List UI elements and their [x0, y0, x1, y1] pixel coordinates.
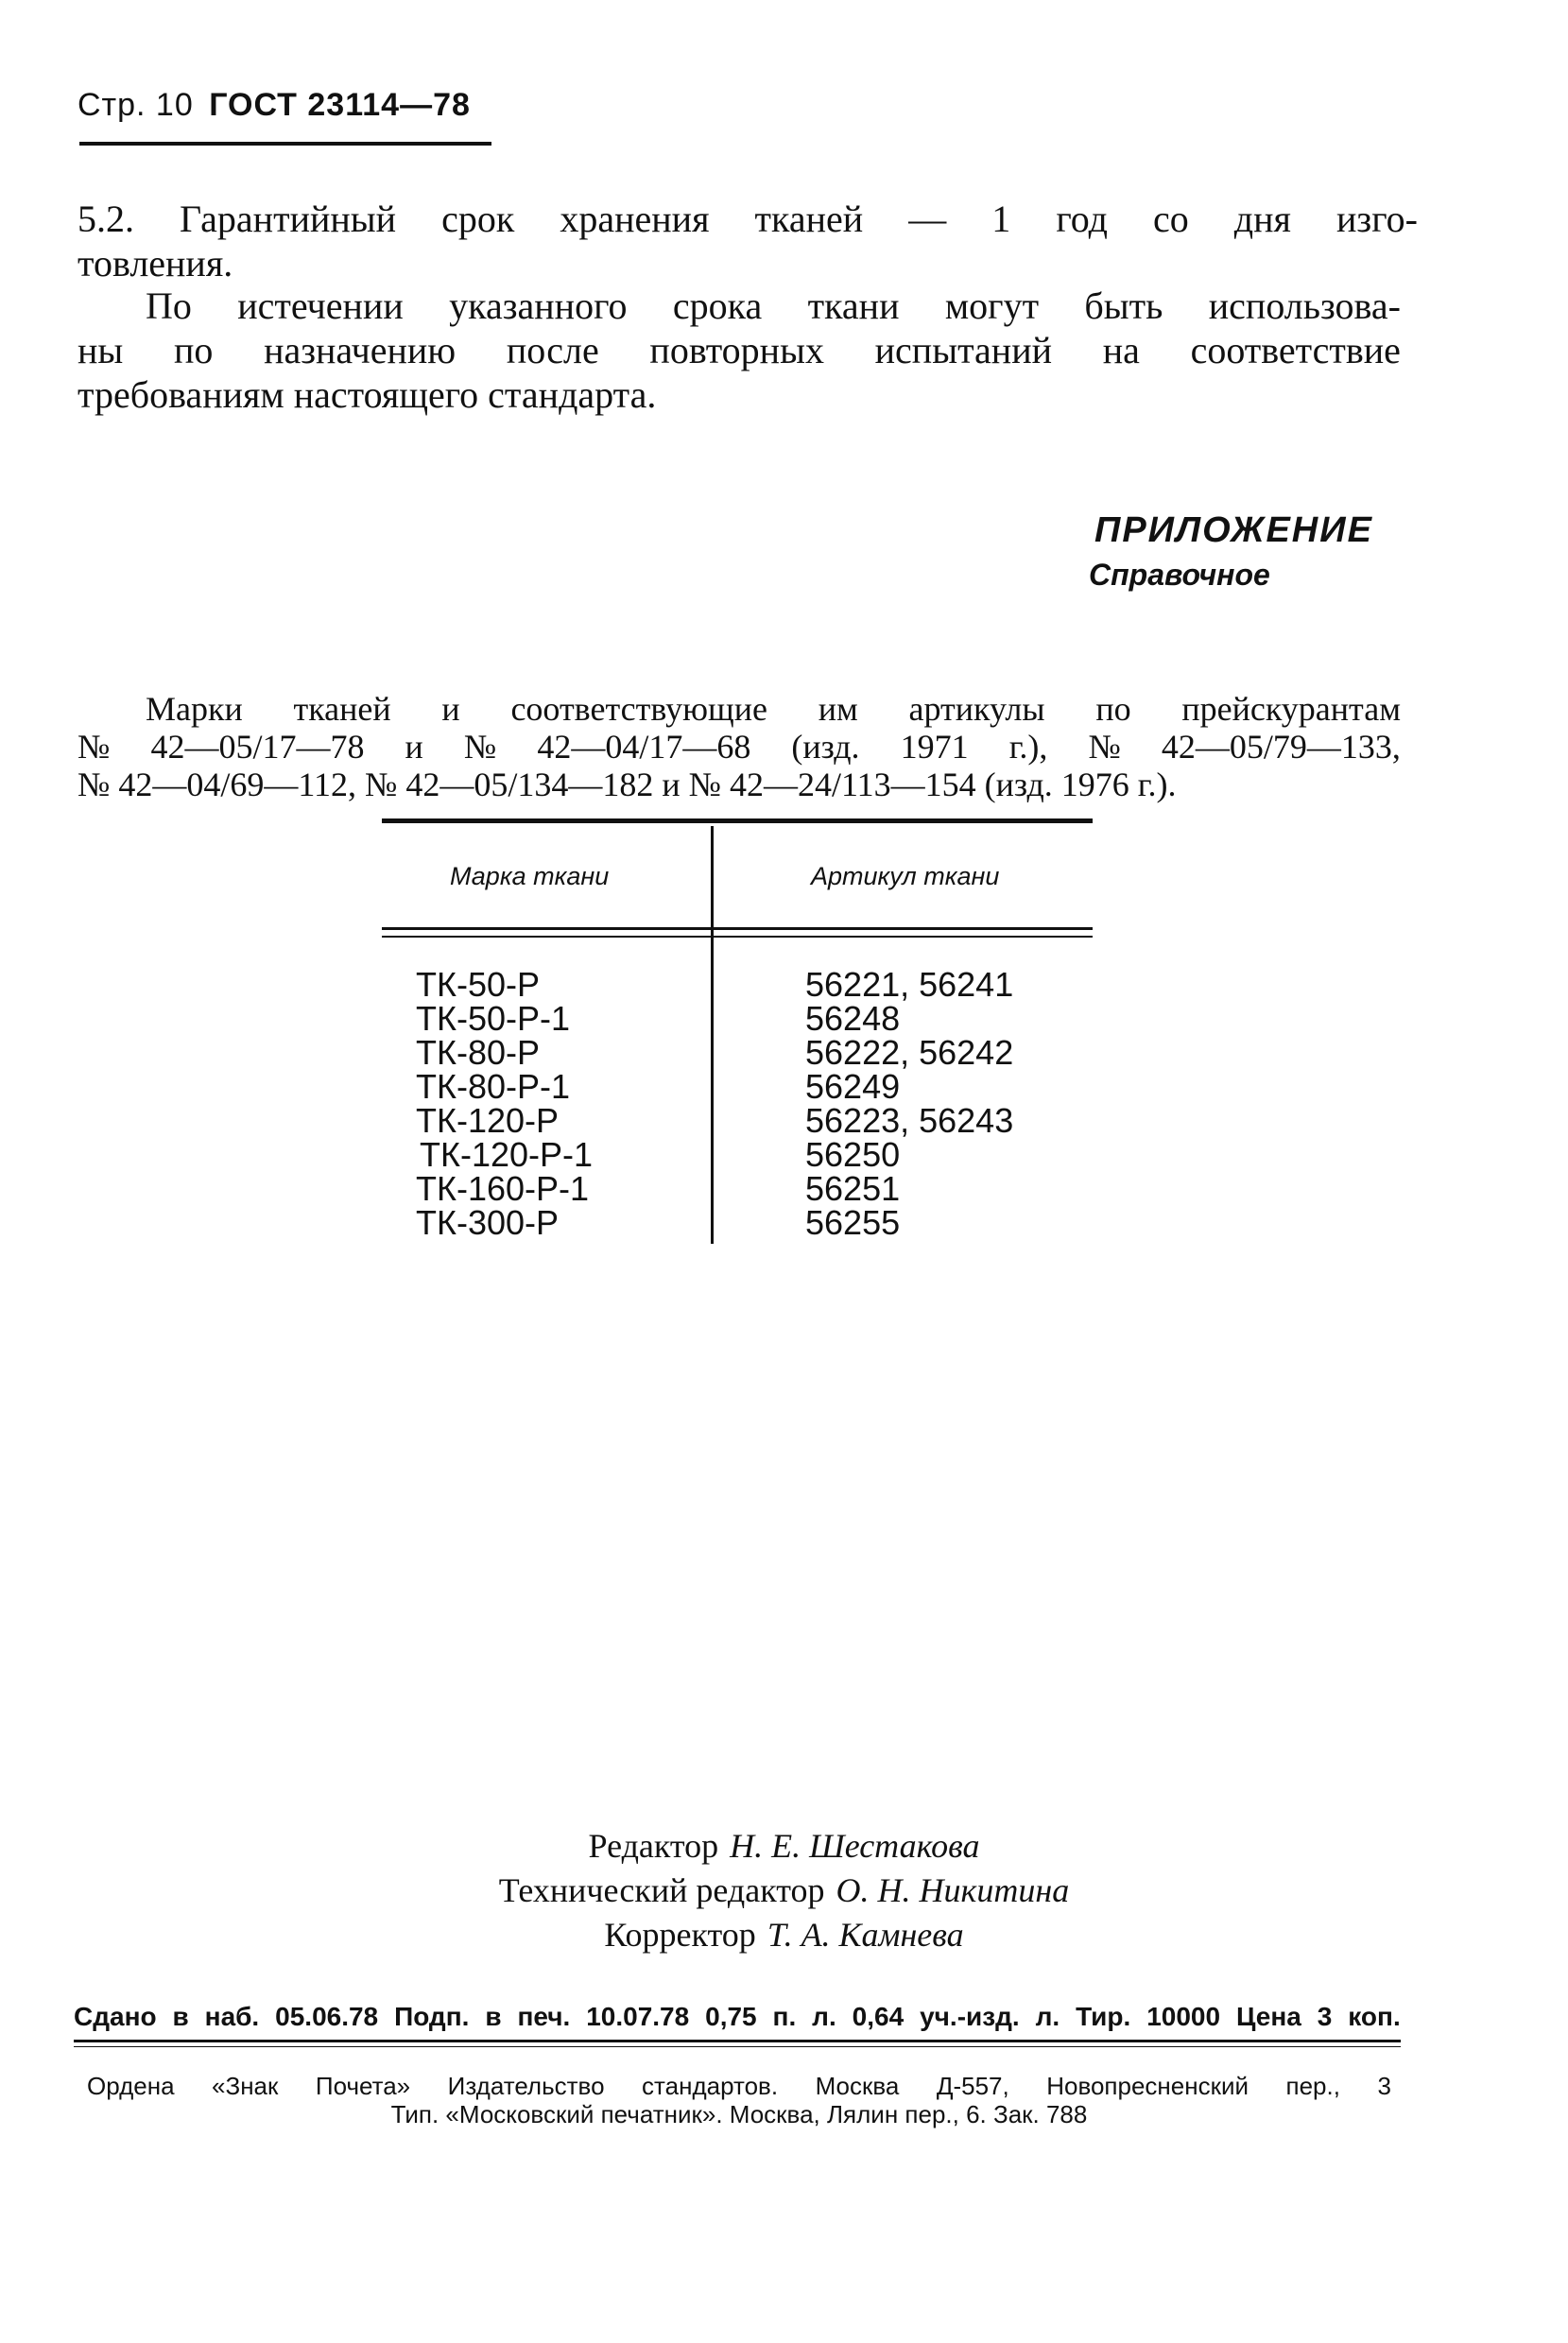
word: и [441, 690, 460, 728]
word: — [908, 198, 947, 240]
word: хранения [560, 198, 710, 240]
table-cell-brand: ТК-50-Р-1 [416, 999, 571, 1038]
word: уч.-изд. [920, 2002, 1020, 2031]
word: на [1102, 329, 1140, 371]
table-column-divider [711, 826, 714, 1244]
word: 10.07.78 [586, 2002, 690, 2031]
word: 0,75 [705, 2002, 757, 2031]
word: Гарантийный [180, 198, 397, 240]
justified-line [78, 728, 1401, 766]
word: после [506, 329, 599, 371]
section-5-2-para1 [78, 197, 1418, 285]
table-cell-brand: ТК-80-Р [416, 1033, 540, 1072]
word: п. [772, 2002, 797, 2031]
word: назначению [264, 329, 457, 371]
word: 05.06.78 [275, 2002, 379, 2031]
editorial-credits [0, 1824, 1568, 1957]
credit-person: О. Н. Никитина [836, 1871, 1070, 1909]
word: со [1152, 198, 1189, 240]
word: соответствие [1190, 329, 1401, 371]
word: им [818, 690, 858, 728]
imprint-rule-thin [74, 2046, 1401, 2047]
word: год [1056, 198, 1108, 240]
word: соответствующие [510, 690, 767, 728]
header-rule [79, 142, 491, 146]
table-cell-article: 56222, 56242 [805, 1033, 1014, 1072]
word: 1 [991, 198, 1011, 240]
imprint-print-data [74, 2002, 1401, 2032]
table-header-rule [382, 927, 1093, 930]
justified-line [78, 690, 1401, 728]
credit-proofreader [0, 1913, 1568, 1957]
word: истечении [237, 284, 404, 327]
word: ткани [807, 284, 900, 327]
table-cell-article: 56223, 56243 [805, 1101, 1014, 1140]
word: по [1095, 690, 1131, 728]
word: 42—04/17—68 [537, 728, 751, 766]
word: изго- [1335, 198, 1418, 240]
justified-line [87, 2072, 1391, 2100]
word: № [1088, 728, 1121, 766]
credit-person: Т. А. Камнева [767, 1916, 964, 1954]
word: ны [78, 329, 124, 371]
word: дня [1233, 198, 1291, 240]
word: Новопресненский [1046, 2072, 1249, 2100]
table-cell-brand: ТК-300-Р [416, 1203, 560, 1242]
word: и [405, 728, 423, 766]
word: Марки [146, 690, 243, 728]
table-header-rule-thin [382, 936, 1093, 938]
word: 3 [1377, 2072, 1391, 2100]
imprint-publisher [87, 2072, 1391, 2128]
word: г.), [1008, 728, 1048, 766]
word: 5.2. [78, 198, 134, 240]
word: срок [441, 198, 515, 240]
credit-person: Н. Е. Шестакова [730, 1827, 980, 1865]
table-cell-article: 56251 [805, 1169, 901, 1208]
appendix-subtitle: Справочное [1089, 558, 1270, 592]
table-cell-brand: ТК-160-Р-1 [416, 1169, 590, 1208]
text-line: товления. [78, 242, 233, 284]
word: Подп. [394, 2002, 470, 2031]
word: 0,64 [852, 2002, 905, 2031]
table-cell-article: 56255 [805, 1203, 901, 1242]
justified-line [78, 284, 1401, 328]
word: № [463, 728, 497, 766]
table-cell-article: 56221, 56241 [805, 965, 1014, 1004]
table-cell-brand: ТК-120-Р [416, 1101, 560, 1140]
table-cell-brand: ТК-120-Р-1 [420, 1135, 594, 1174]
word: Сдано [74, 2002, 157, 2031]
word: указанного [449, 284, 628, 327]
table-header-brand: Марка ткани [450, 862, 610, 890]
table-cell-brand: ТК-80-Р-1 [416, 1067, 571, 1106]
word: Ордена [87, 2072, 175, 2100]
table-top-rule [382, 818, 1093, 823]
word: Тир. [1076, 2002, 1131, 2031]
word: Почета» [315, 2072, 411, 2100]
word: 3 [1317, 2002, 1333, 2031]
word: Издательство [447, 2072, 605, 2100]
credit-tech-editor [0, 1869, 1568, 1913]
word: прейскурантам [1181, 690, 1401, 728]
word: пер., [1285, 2072, 1340, 2100]
word: срока [672, 284, 763, 327]
table-brand-column [416, 965, 594, 1242]
word: № [78, 728, 111, 766]
appendix-intro [78, 690, 1401, 803]
word: 42—05/79—133, [1161, 728, 1401, 766]
credit-editor [0, 1824, 1568, 1869]
word: По [146, 284, 192, 327]
word: быть [1084, 284, 1163, 327]
word: наб. [204, 2002, 260, 2031]
credit-role: Технический редактор [498, 1871, 825, 1909]
word: «Знак [212, 2072, 279, 2100]
page-number: Стр. 10 [78, 87, 194, 123]
word: могут [944, 284, 1040, 327]
credit-role: Редактор [588, 1827, 719, 1865]
table-article-column [805, 965, 1014, 1242]
word: л. [812, 2002, 836, 2031]
word: (изд. [791, 728, 860, 766]
word: по [173, 329, 214, 371]
word: повторных [649, 329, 824, 371]
text-line: Тип. «Московский печатник». Москва, Лялин пер., 6. Зак. 788 [390, 2100, 1088, 2128]
word: Москва [815, 2072, 900, 2100]
justified-line [78, 197, 1418, 241]
text-line: требованиям настоящего стандарта. [78, 373, 657, 416]
word: печ. [517, 2002, 571, 2031]
table-cell-article: 56248 [805, 999, 901, 1038]
word: артикулы [908, 690, 1045, 728]
appendix-title: ПРИЛОЖЕНИЕ [1094, 510, 1373, 550]
word: в [485, 2002, 502, 2031]
word: 42—05/17—78 [150, 728, 365, 766]
word: тканей [754, 198, 864, 240]
word: 1971 [900, 728, 969, 766]
section-5-2-para2 [78, 284, 1401, 417]
word: стандартов. [642, 2072, 779, 2100]
word: коп. [1348, 2002, 1401, 2031]
text-line: № 42—04/69—112, № 42—05/134—182 и № 42—24/113—154 (изд. 1976 г.). [78, 766, 1177, 803]
word: Цена [1236, 2002, 1301, 2031]
table-cell-article: 56249 [805, 1067, 901, 1106]
table-cell-article: 56250 [805, 1135, 901, 1174]
word: использова- [1208, 284, 1401, 327]
word: испытаний [874, 329, 1053, 371]
word: л. [1035, 2002, 1060, 2031]
page-header [78, 87, 471, 124]
word: тканей [293, 690, 391, 728]
table-header-article: Артикул ткани [811, 862, 1000, 890]
word: в [172, 2002, 189, 2031]
justified-line [78, 328, 1401, 372]
word: 10000 [1146, 2002, 1221, 2031]
table-cell-brand: ТК-50-Р [416, 965, 540, 1004]
standard-number: ГОСТ 23114—78 [209, 87, 471, 123]
credit-role: Корректор [604, 1916, 756, 1954]
word: Д-557, [936, 2072, 1009, 2100]
imprint-rule [74, 2040, 1401, 2042]
